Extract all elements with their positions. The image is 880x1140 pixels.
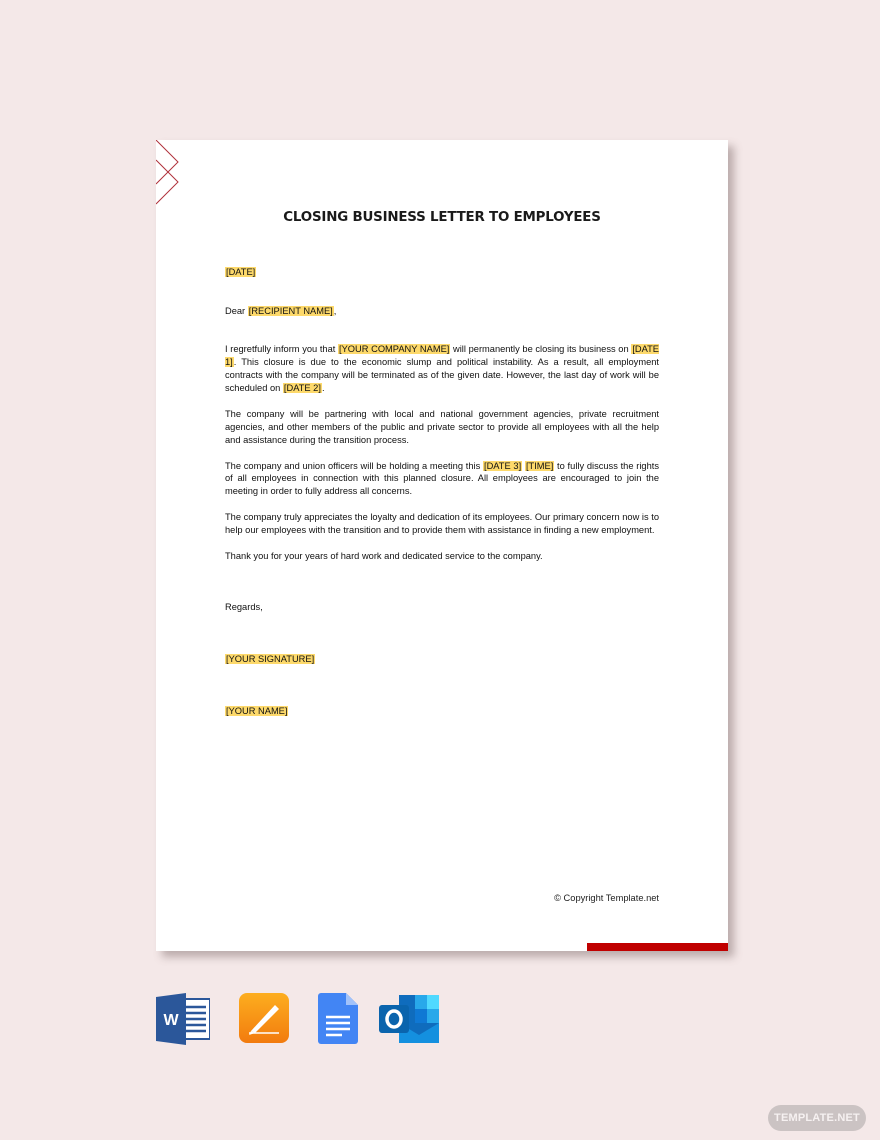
paragraph-5: Thank you for your years of hard work and dedicated service to the company.: [225, 550, 543, 561]
date1-placeholder: [DATE 1]: [225, 344, 659, 368]
date-line: [225, 266, 659, 279]
salutation: Dear [RECIPIENT NAME],: [225, 305, 337, 316]
word-icon[interactable]: [156, 993, 210, 1045]
paragraph-2: The company will be partnering with local and national government agencies, private recruitment agencies, and other members of the public and private sector to provide all employees with all the help and assistance during the transition process.: [225, 408, 659, 445]
paragraph-4: The company truly appreciates the loyalty and dedication of its employees. Our primary concern now is to help our employees with the transition and to provide them with assistance in finding a new employment.: [225, 512, 659, 536]
signature-placeholder: [YOUR SIGNATURE]: [226, 653, 315, 664]
google-docs-icon[interactable]: [318, 993, 360, 1045]
closing: Regards,: [225, 602, 263, 613]
paragraph-3: The company and union officers will be holding a meeting this [DATE 3] [TIME] to fully discuss the rights of all employees in connection with this planned closure. All employees are encouraged to join the meeting in order to fully address all concerns.: [225, 460, 659, 497]
document-page: [156, 140, 728, 951]
letter-body: [225, 266, 659, 717]
name-placeholder: [YOUR NAME]: [226, 705, 288, 716]
template-net-watermark: TEMPLATE.NET: [768, 1105, 866, 1131]
document-title: CLOSING BUSINESS LETTER TO EMPLOYEES: [283, 210, 601, 225]
time-placeholder: [TIME]: [525, 460, 554, 471]
date3-placeholder: [DATE 3]: [483, 460, 522, 471]
copyright-text: © Copyright Template.net: [554, 893, 659, 903]
date2-placeholder: [DATE 2]: [283, 383, 321, 394]
chevron-decoration-icon: [156, 140, 186, 212]
paragraph-1: I regretfully inform you that [YOUR COMPANY NAME] will permanently be closing its business on [DATE 1]. This closure is due to the economic slump and political instability. As a result, all employment contracts with the company will be terminated as of the given date. However, the last day of work will be scheduled on [DATE 2].: [225, 344, 659, 394]
svg-text:W: W: [163, 1012, 179, 1029]
pages-icon[interactable]: [239, 993, 291, 1045]
red-accent-bar: [587, 943, 728, 951]
company-placeholder: [YOUR COMPANY NAME]: [339, 344, 450, 355]
name-line: [225, 705, 659, 718]
recipient-placeholder: [RECIPIENT NAME]: [248, 305, 333, 316]
signature-line: [225, 653, 659, 666]
date-placeholder: [DATE]: [226, 267, 256, 277]
outlook-icon[interactable]: [379, 993, 439, 1045]
